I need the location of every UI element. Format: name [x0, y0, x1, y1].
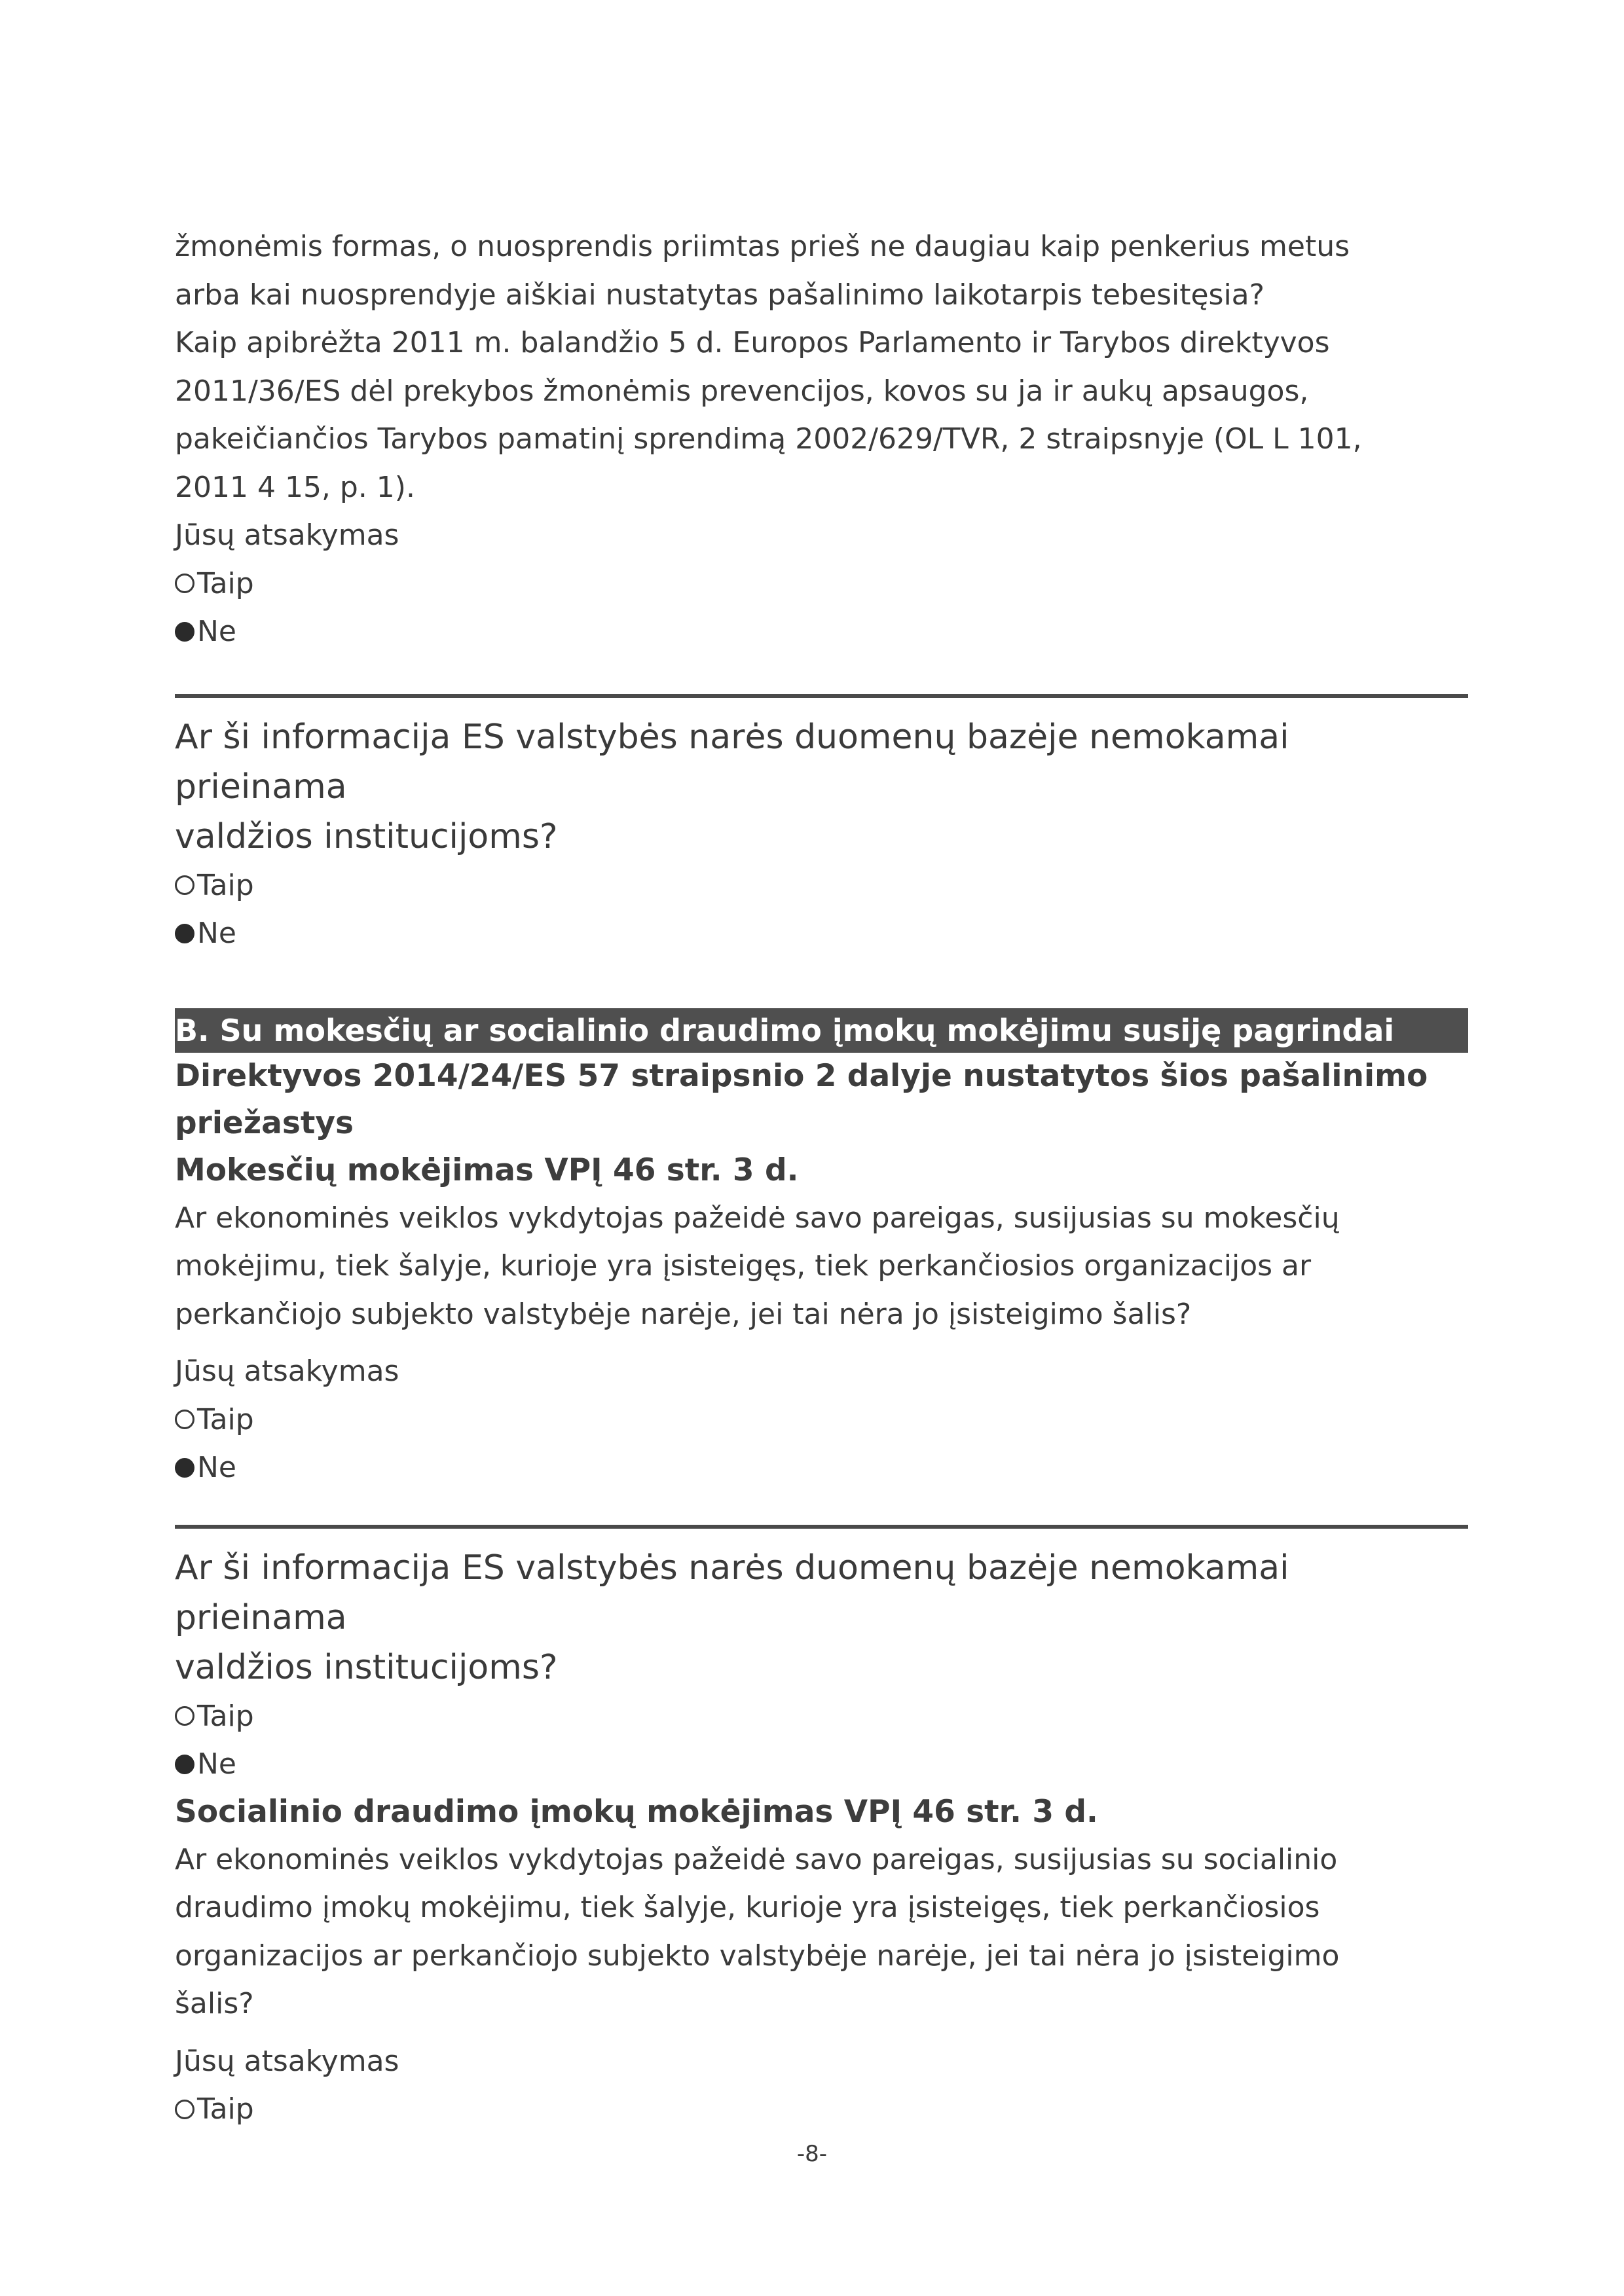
db-question-line: Ar ši informacija ES valstybės narės duomenų bazėje nemokamai prieinama	[175, 1548, 1289, 1637]
directive-line: priežastys	[175, 1104, 354, 1141]
db-question-line: valdžios institucijoms?	[175, 816, 558, 856]
radio-label: Taip	[197, 566, 254, 600]
intro-line: 2011 4 15, p. 1).	[175, 470, 415, 504]
intro-line: 2011/36/ES dėl prekybos žmonėmis prevencijos, kovos su ja ir aukų apsaugos,	[175, 374, 1309, 408]
section-b-heading: B. Su mokesčių ar socialinio draudimo įmokų mokėjimu susiję pagrindai	[175, 1008, 1468, 1053]
tax-title: Mokesčių mokėjimas VPĮ 46 str. 3 d.	[175, 1152, 799, 1188]
radio-label: Ne	[197, 1747, 236, 1781]
radio-label: Taip	[197, 1402, 254, 1436]
social-question-line: šalis?	[175, 1987, 254, 2020]
answer-label: Jūsų atsakymas	[175, 1355, 399, 1388]
intro-line: Kaip apibrėžta 2011 m. balandžio 5 d. Europos Parlamento ir Tarybos direktyvos	[175, 326, 1330, 359]
directive-line: Direktyvos 2014/24/ES 57 straipsnio 2 dalyje nustatytos šios pašalinimo	[175, 1057, 1428, 1094]
radio-option-no[interactable]	[175, 1444, 1468, 1492]
radio-filled-icon[interactable]	[175, 1755, 194, 1774]
intro-line: arba kai nuosprendyje aiškiai nustatytas pašalinimo laikotarpis tebesitęsia?	[175, 278, 1264, 312]
radio-filled-icon[interactable]	[175, 1458, 194, 1478]
tax-question-line: Ar ekonominės veiklos vykdytojas pažeidė savo pareigas, susijusias su mokesčių	[175, 1201, 1340, 1235]
social-question-line: draudimo įmokų mokėjimu, tiek šalyje, kurioje yra įsisteigęs, tiek perkančiosios	[175, 1891, 1320, 1924]
tax-question-line: mokėjimu, tiek šalyje, kurioje yra įsisteigęs, tiek perkančiosios organizacijos ar	[175, 1249, 1312, 1283]
social-title: Socialinio draudimo įmokų mokėjimas VPĮ 46 str. 3 d.	[175, 1793, 1098, 1830]
answer-label: Jūsų atsakymas	[175, 519, 399, 552]
radio-option-no[interactable]	[175, 909, 1468, 958]
page-content	[175, 223, 1468, 2134]
radio-filled-icon[interactable]	[175, 924, 194, 943]
radio-label: Taip	[197, 868, 254, 902]
radio-label: Taip	[197, 1699, 254, 1733]
tax-question-line: perkančiojo subjekto valstybėje narėje, jei tai nėra jo įsisteigimo šalis?	[175, 1297, 1192, 1331]
radio-empty-icon[interactable]	[175, 875, 194, 895]
radio-option-no[interactable]	[175, 608, 1468, 656]
social-question-line: organizacijos ar perkančiojo subjekto valstybėje narėje, jei tai nėra jo įsisteigimo	[175, 1939, 1340, 1973]
radio-option-yes[interactable]	[175, 560, 1468, 608]
radio-filled-icon[interactable]	[175, 622, 194, 642]
radio-option-yes[interactable]	[175, 1692, 1468, 1741]
page-number: -8-	[796, 2141, 828, 2167]
intro-line: žmonėmis formas, o nuosprendis priimtas prieš ne daugiau kaip penkerius metus	[175, 230, 1350, 263]
radio-option-yes[interactable]	[175, 2085, 1468, 2134]
radio-label: Taip	[197, 2092, 254, 2126]
radio-option-no[interactable]	[175, 1740, 1468, 1789]
social-question-line: Ar ekonominės veiklos vykdytojas pažeidė savo pareigas, susijusias su socialinio	[175, 1842, 1338, 1876]
radio-option-yes[interactable]	[175, 862, 1468, 910]
radio-empty-icon[interactable]	[175, 1410, 194, 1429]
intro-paragraph	[175, 223, 1468, 511]
answer-label: Jūsų atsakymas	[175, 2044, 399, 2078]
radio-empty-icon[interactable]	[175, 1706, 194, 1726]
db-question-line: Ar ši informacija ES valstybės narės duomenų bazėje nemokamai prieinama	[175, 717, 1289, 807]
radio-empty-icon[interactable]	[175, 2100, 194, 2119]
radio-option-yes[interactable]	[175, 1396, 1468, 1444]
radio-empty-icon[interactable]	[175, 574, 194, 593]
intro-line: pakeičiančios Tarybos pamatinį sprendimą 2002/629/TVR, 2 straipsnyje (OL L 101,	[175, 422, 1362, 456]
db-question-line: valdžios institucijoms?	[175, 1647, 558, 1687]
radio-label: Ne	[197, 917, 236, 950]
radio-label: Ne	[197, 615, 236, 648]
radio-label: Ne	[197, 1451, 236, 1484]
